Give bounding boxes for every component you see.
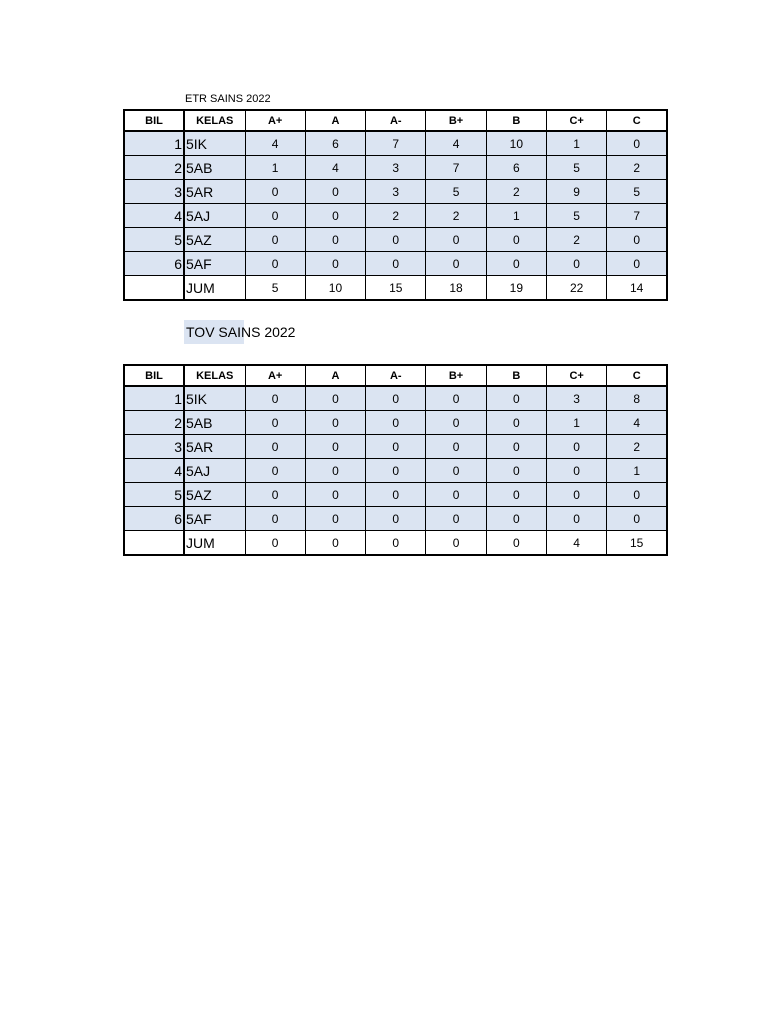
grade-count-cell: 10	[486, 131, 546, 156]
grade-count-cell: 0	[607, 252, 667, 276]
grade-count-cell: 2	[607, 435, 667, 459]
bil-cell: 1	[124, 131, 184, 156]
grade-count-cell: 7	[366, 131, 426, 156]
grade-count-cell: 22	[546, 276, 606, 301]
grade-count-cell: 0	[305, 386, 365, 411]
grade-count-cell: 0	[305, 180, 365, 204]
table-row	[124, 228, 667, 252]
bil-cell	[124, 276, 184, 301]
bil-cell: 5	[124, 228, 184, 252]
grade-count-cell: 0	[366, 386, 426, 411]
grade-count-cell: 0	[546, 459, 606, 483]
grade-count-cell: 6	[486, 156, 546, 180]
grade-count-cell: 15	[607, 531, 667, 556]
column-header: BIL	[124, 365, 184, 386]
grade-count-cell: 0	[486, 228, 546, 252]
grade-count-cell: 1	[245, 156, 305, 180]
grade-count-cell: 1	[607, 459, 667, 483]
column-header: B+	[426, 365, 486, 386]
grade-count-cell: 7	[607, 204, 667, 228]
tov-table-title	[184, 320, 296, 344]
kelas-cell: 5AB	[184, 156, 245, 180]
grade-count-cell: 0	[366, 228, 426, 252]
grade-count-cell: 0	[426, 507, 486, 531]
grade-count-cell: 0	[305, 459, 365, 483]
grade-count-cell: 6	[305, 131, 365, 156]
grade-count-cell: 0	[305, 228, 365, 252]
table-header-row	[124, 365, 667, 386]
grade-count-cell: 0	[486, 483, 546, 507]
grade-count-cell: 0	[486, 386, 546, 411]
bil-cell: 5	[124, 483, 184, 507]
column-header: C	[607, 365, 667, 386]
grade-count-cell: 5	[607, 180, 667, 204]
bil-cell	[124, 531, 184, 556]
grade-count-cell: 0	[426, 252, 486, 276]
grade-count-cell: 0	[426, 228, 486, 252]
grade-count-cell: 1	[486, 204, 546, 228]
kelas-cell: 5AF	[184, 252, 245, 276]
bil-cell: 2	[124, 156, 184, 180]
kelas-cell: JUM	[184, 531, 245, 556]
bil-cell: 4	[124, 204, 184, 228]
kelas-cell: 5IK	[184, 131, 245, 156]
column-header: B+	[426, 110, 486, 131]
grade-count-cell: 14	[607, 276, 667, 301]
column-header: C	[607, 110, 667, 131]
grade-count-cell: 0	[366, 435, 426, 459]
grade-count-cell: 0	[305, 252, 365, 276]
tov-grade-table	[123, 364, 668, 556]
grade-count-cell: 0	[486, 531, 546, 556]
grade-count-cell: 19	[486, 276, 546, 301]
grade-count-cell: 0	[486, 411, 546, 435]
column-header: A+	[245, 110, 305, 131]
kelas-cell: 5AB	[184, 411, 245, 435]
column-header: KELAS	[184, 110, 245, 131]
table-row	[124, 459, 667, 483]
table-row	[124, 204, 667, 228]
grade-count-cell: 15	[366, 276, 426, 301]
grade-count-cell: 2	[366, 204, 426, 228]
grade-count-cell: 0	[366, 483, 426, 507]
table-row	[124, 180, 667, 204]
tov-title-text: TOV SAINS 2022	[184, 320, 244, 344]
grade-count-cell: 2	[607, 156, 667, 180]
table-header-row	[124, 110, 667, 131]
grade-count-cell: 0	[426, 386, 486, 411]
grade-count-cell: 3	[366, 156, 426, 180]
column-header: A	[305, 110, 365, 131]
grade-count-cell: 4	[305, 156, 365, 180]
grade-count-cell: 4	[546, 531, 606, 556]
grade-count-cell: 0	[305, 507, 365, 531]
grade-count-cell: 5	[245, 276, 305, 301]
column-header: C+	[546, 365, 606, 386]
column-header: KELAS	[184, 365, 245, 386]
column-header: BIL	[124, 110, 184, 131]
grade-count-cell: 0	[245, 386, 305, 411]
grade-count-cell: 0	[366, 531, 426, 556]
grade-count-cell: 0	[426, 411, 486, 435]
etr-grade-table	[123, 109, 668, 301]
grade-count-cell: 0	[426, 531, 486, 556]
grade-count-cell: 0	[366, 459, 426, 483]
bil-cell: 3	[124, 435, 184, 459]
grade-count-cell: 0	[546, 435, 606, 459]
grade-count-cell: 1	[546, 131, 606, 156]
grade-count-cell: 0	[245, 228, 305, 252]
grade-count-cell: 4	[426, 131, 486, 156]
grade-count-cell: 0	[366, 411, 426, 435]
total-row	[124, 276, 667, 301]
kelas-cell: 5AR	[184, 435, 245, 459]
grade-count-cell: 4	[245, 131, 305, 156]
grade-count-cell: 0	[426, 483, 486, 507]
grade-count-cell: 0	[245, 180, 305, 204]
grade-count-cell: 0	[305, 411, 365, 435]
bil-cell: 3	[124, 180, 184, 204]
column-header: A-	[366, 110, 426, 131]
kelas-cell: 5AZ	[184, 483, 245, 507]
table-row	[124, 156, 667, 180]
grade-count-cell: 0	[546, 252, 606, 276]
bil-cell: 1	[124, 386, 184, 411]
kelas-cell: 5AZ	[184, 228, 245, 252]
kelas-cell: 5AJ	[184, 459, 245, 483]
kelas-cell: JUM	[184, 276, 245, 301]
grade-count-cell: 4	[607, 411, 667, 435]
grade-count-cell: 10	[305, 276, 365, 301]
column-header: B	[486, 110, 546, 131]
table-row	[124, 507, 667, 531]
grade-count-cell: 18	[426, 276, 486, 301]
grade-count-cell: 0	[607, 483, 667, 507]
column-header: B	[486, 365, 546, 386]
grade-count-cell: 0	[366, 252, 426, 276]
grade-count-cell: 2	[486, 180, 546, 204]
grade-count-cell: 8	[607, 386, 667, 411]
grade-count-cell: 0	[245, 252, 305, 276]
table-row	[124, 483, 667, 507]
grade-count-cell: 0	[546, 507, 606, 531]
grade-count-cell: 0	[305, 483, 365, 507]
table-row	[124, 435, 667, 459]
grade-count-cell: 2	[546, 228, 606, 252]
grade-count-cell: 0	[546, 483, 606, 507]
kelas-cell: 5AF	[184, 507, 245, 531]
column-header: A+	[245, 365, 305, 386]
grade-count-cell: 0	[426, 435, 486, 459]
grade-count-cell: 0	[607, 228, 667, 252]
grade-count-cell: 0	[305, 204, 365, 228]
table-row	[124, 252, 667, 276]
grade-count-cell: 0	[486, 435, 546, 459]
grade-count-cell: 0	[245, 411, 305, 435]
column-header: A-	[366, 365, 426, 386]
grade-count-cell: 5	[426, 180, 486, 204]
grade-count-cell: 0	[486, 252, 546, 276]
grade-count-cell: 0	[245, 204, 305, 228]
grade-count-cell: 2	[426, 204, 486, 228]
bil-cell: 4	[124, 459, 184, 483]
bil-cell: 2	[124, 411, 184, 435]
column-header: A	[305, 365, 365, 386]
bil-cell: 6	[124, 252, 184, 276]
grade-count-cell: 0	[486, 507, 546, 531]
etr-table-title: ETR SAINS 2022	[185, 93, 271, 105]
kelas-cell: 5IK	[184, 386, 245, 411]
grade-count-cell: 0	[426, 459, 486, 483]
grade-count-cell: 1	[546, 411, 606, 435]
grade-count-cell: 0	[607, 131, 667, 156]
total-row	[124, 531, 667, 556]
grade-count-cell: 0	[486, 459, 546, 483]
grade-count-cell: 0	[607, 507, 667, 531]
kelas-cell: 5AJ	[184, 204, 245, 228]
grade-count-cell: 3	[366, 180, 426, 204]
grade-count-cell: 5	[546, 156, 606, 180]
grade-count-cell: 0	[305, 435, 365, 459]
table-row	[124, 131, 667, 156]
grade-count-cell: 0	[245, 459, 305, 483]
grade-count-cell: 0	[245, 507, 305, 531]
grade-count-cell: 7	[426, 156, 486, 180]
grade-count-cell: 0	[245, 483, 305, 507]
table-row	[124, 411, 667, 435]
grade-count-cell: 0	[245, 531, 305, 556]
grade-count-cell: 3	[546, 386, 606, 411]
grade-count-cell: 0	[366, 507, 426, 531]
kelas-cell: 5AR	[184, 180, 245, 204]
bil-cell: 6	[124, 507, 184, 531]
grade-count-cell: 5	[546, 204, 606, 228]
table-row	[124, 386, 667, 411]
column-header: C+	[546, 110, 606, 131]
grade-count-cell: 9	[546, 180, 606, 204]
grade-count-cell: 0	[245, 435, 305, 459]
grade-count-cell: 0	[305, 531, 365, 556]
